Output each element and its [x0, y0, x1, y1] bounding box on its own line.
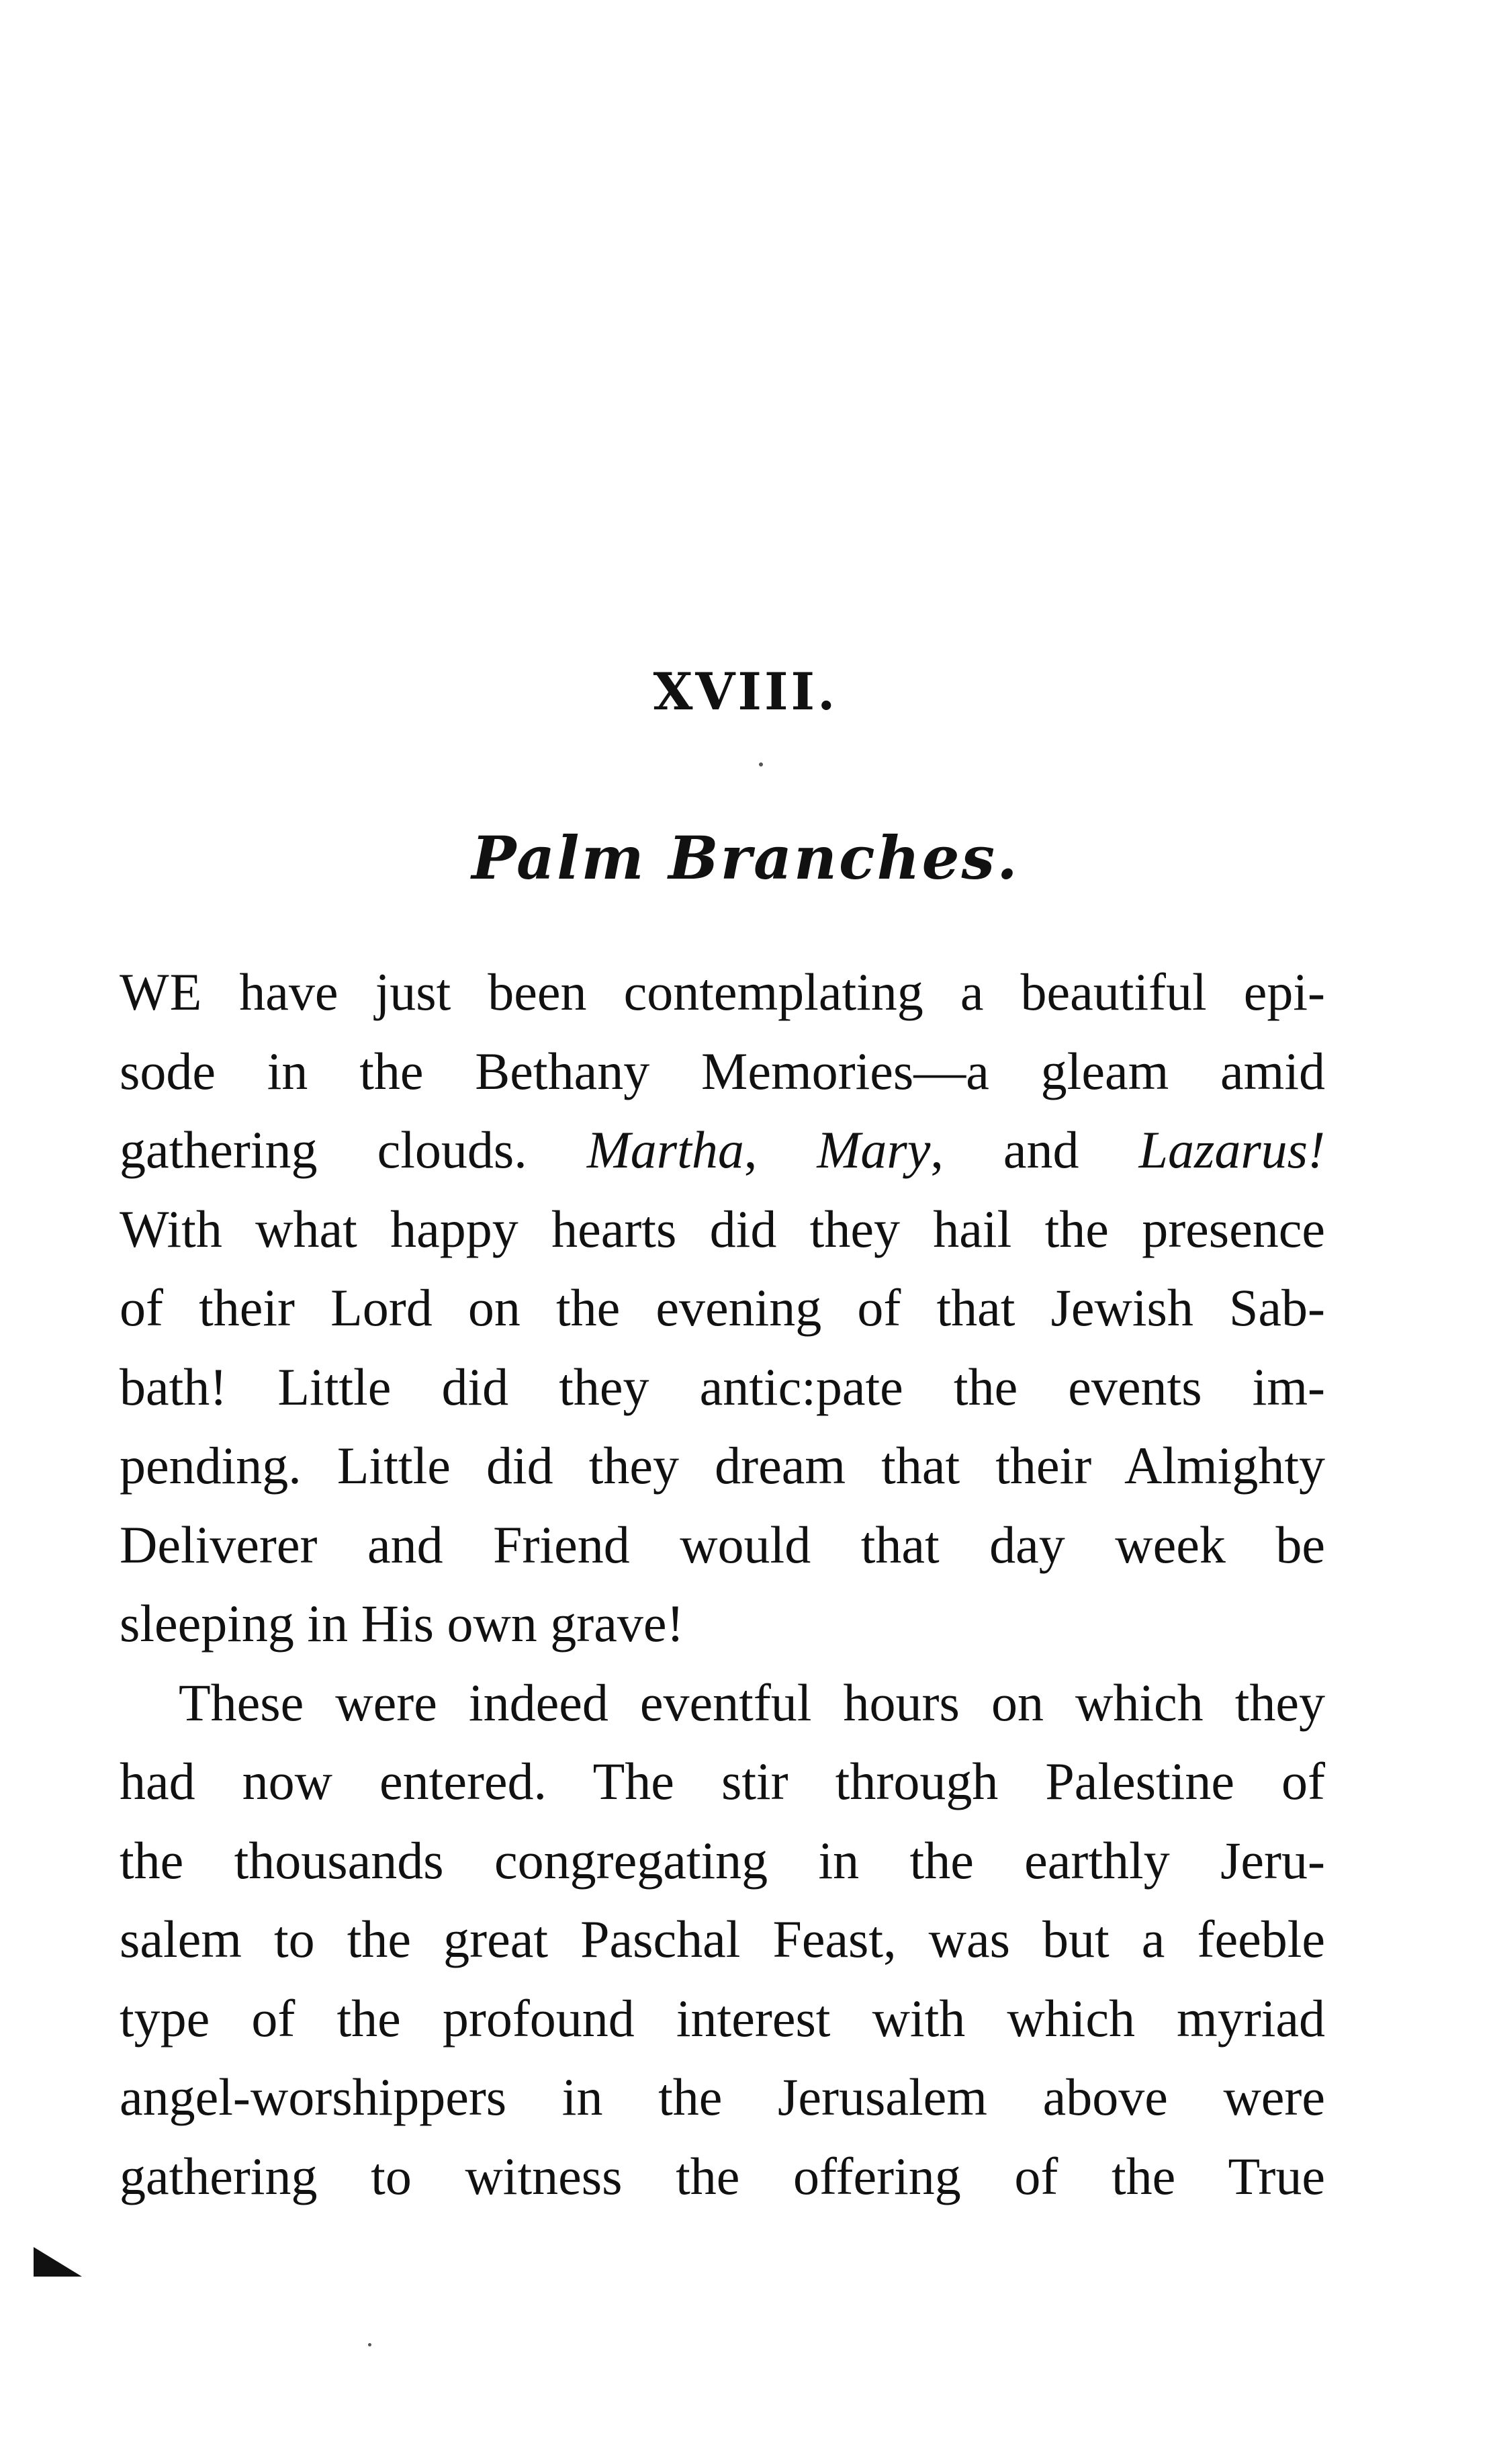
text-line: salem to the great Paschal Feast, was but a feeble — [120, 1910, 1325, 1968]
text-line: gathering clouds. Martha, Mary, and Lazarus! — [120, 1120, 1326, 1179]
text-line: sode in the Bethany Memories—a gleam amid — [120, 1041, 1325, 1100]
paragraph — [120, 1663, 1325, 2216]
text-line: gathering to witness the offering of the True — [120, 2146, 1325, 2205]
text-line: of their Lord on the evening of that Jewish Sab- — [120, 1278, 1325, 1337]
text-line: type of the profound interest with which myriad — [120, 1988, 1325, 2048]
text-line: pending. Little did they dream that their Almighty — [120, 1436, 1325, 1495]
text-line: bath! Little did they antic:pate the events im- — [120, 1357, 1325, 1416]
text-line: had now entered. The stir through Palestine of — [120, 1752, 1325, 1810]
print-speck — [759, 762, 763, 766]
text-line: angel-worshippers in the Jerusalem above were — [120, 2068, 1325, 2126]
text-line: Deliverer and Friend would that day week be — [120, 1515, 1325, 1574]
print-speck — [368, 2343, 371, 2346]
text-line: the thousands congregating in the earthly Jeru- — [120, 1831, 1325, 1890]
chapter-number: XVIII. — [653, 662, 838, 721]
text-line: sleeping in His own grave! — [120, 1594, 684, 1653]
text-line: With what happy hearts did they hail the presence — [120, 1199, 1325, 1258]
chapter-body — [120, 953, 1325, 2215]
chapter-title: Palm Branches. — [471, 823, 1020, 893]
text-line: WE have just been contemplating a beautiful epi- — [120, 963, 1325, 1021]
paragraph — [120, 953, 1325, 1663]
triangle-pointer-icon — [34, 2247, 82, 2277]
text-line: These were indeed eventful hours on which they — [179, 1673, 1325, 1732]
